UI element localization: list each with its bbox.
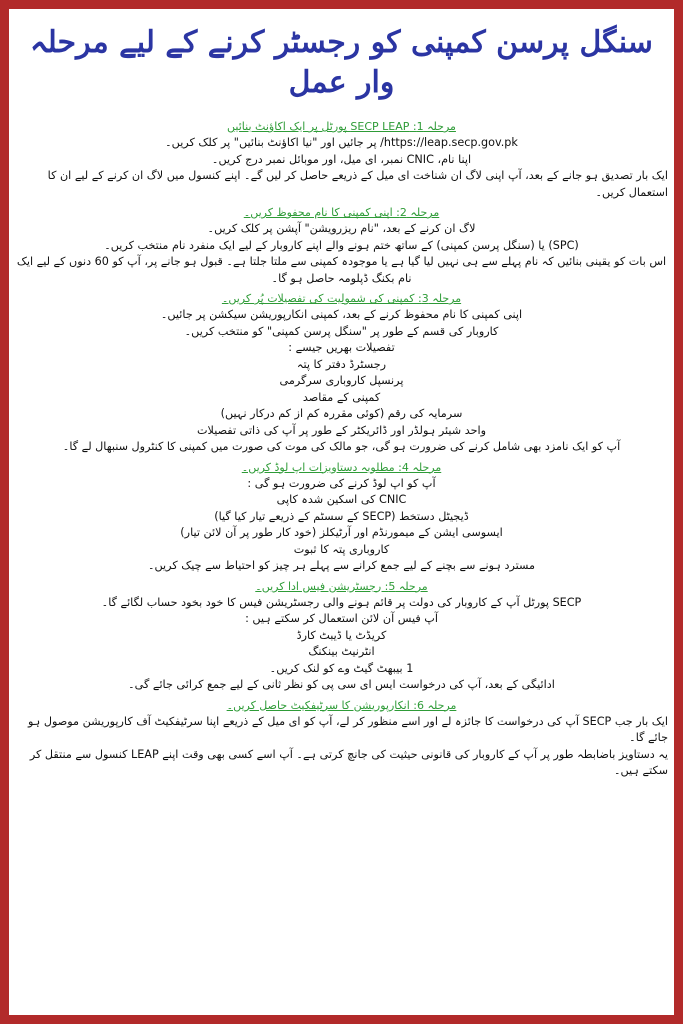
step-5-heading: مرحلہ 5: رجسٹریشن فیس ادا کریں۔ xyxy=(255,579,428,593)
step-5-section xyxy=(9,579,674,694)
step-4-line-3: ڈیجیٹل دستخط (SECP کے سسٹم کے ذریعے تیار کیا گیا) xyxy=(214,509,469,523)
step-6-line-2: یہ دستاویز باضابطہ طور پر آپ کے کاروبار کی قانونی حیثیت کی جانچ کرتی ہے۔ آپ اسے کسی بھی وقت اپنے LEAP کنسول سے منتقل کر سکتے ہیں۔ xyxy=(29,747,668,777)
step-3-line-1: اپنی کمپنی کا نام محفوظ کرنے کے بعد، کمپنی انکارپوریشن سیکشن پر جائیں۔ xyxy=(160,308,523,321)
step-6-section xyxy=(9,698,674,780)
step-3-line-8: واحد شیئر ہولڈر اور ڈائریکٹر کے طور پر آپ کی ذاتی تفصیلات xyxy=(197,423,486,437)
step-5-line-4: انٹرنیٹ بینکنگ xyxy=(308,645,375,658)
step-3-line-9: آپ کو ایک نامزد بھی شامل کرنے کی ضرورت ہو گی، جو مالک کی موت کی صورت میں کمپنی کا کنٹرول سنبھال لے گا۔ xyxy=(62,440,621,453)
step-3-line-2: کاروبار کی قسم کے طور پر "سنگل پرسن کمپنی" کو منتخب کریں۔ xyxy=(184,324,499,338)
step-4-line-2: CNIC کی اسکین شدہ کاپی xyxy=(276,493,407,506)
step-1-heading: مرحلہ 1: SECP LEAP پورٹل پر ایک اکاؤنٹ بنائیں xyxy=(227,120,456,133)
step-4-line-5: کاروباری پتہ کا ثبوت xyxy=(293,542,390,556)
page-title: سنگل پرسن کمپنی کو رجسٹر کرنے کے لیے مرحلہ وار عمل xyxy=(30,25,653,100)
step-6-line-1: ایک بار جب SECP آپ کی درخواست کا جائزہ لے اور اسے منظور کر لے، آپ کو ای میل کے ذریعے اپنا سرٹیفکیٹ آف کارپوریشن موصول ہو جائے گا۔ xyxy=(27,714,668,744)
step-1-line-2: اپنا نام، CNIC نمبر، ای میل، اور موبائل نمبر درج کریں۔ xyxy=(211,152,472,166)
step-4-line-4: ایسوسی ایشن کے میمورنڈم اور آرٹیکلز (خود کار طور پر آن لائن تیار) xyxy=(180,526,503,539)
step-3-heading: مرحلہ 3: کمپنی کی شمولیت کی تفصیلات پُر کریں۔ xyxy=(221,292,462,305)
step-1-line-1: https://leap.secp.gov.pk/ پر جائیں اور "نیا اکاؤنٹ بنائیں" پر کلک کریں۔ xyxy=(165,136,518,149)
step-4-section xyxy=(9,460,674,575)
step-4-heading: مرحلہ 4: مطلوبہ دستاویزات اپ لوڈ کریں۔ xyxy=(241,460,442,474)
step-3-line-7: سرمایہ کی رقم (کوئی مقررہ کم از کم درکار نہیں) xyxy=(220,407,463,420)
step-4-line-6: مسترد ہونے سے بچنے کے لیے جمع کرانے سے پہلے ہر چیز کو احتیاط سے چیک کریں۔ xyxy=(147,559,536,572)
step-1-section xyxy=(9,119,674,201)
step-6-heading: مرحلہ 6: انکارپوریشن کا سرٹیفکیٹ حاصل کریں۔ xyxy=(226,698,457,712)
step-5-line-6: ادائیگی کے بعد، آپ کی درخواست ایس ای سی پی کو نظر ثانی کے لیے جمع کرائی جائے گی۔ xyxy=(128,678,555,691)
step-1-line-3: ایک بار تصدیق ہو جانے کے بعد، آپ اپنی لاگ ان شناخت ای میل کے ذریعے حاصل کر لیں گے۔ اپنے کنسول میں لاگ ان کرنے کے لیے ان کا استعمال کریں۔ xyxy=(47,169,668,199)
step-2-section xyxy=(9,205,674,287)
step-2-line-3: اس بات کو یقینی بنائیں کہ نام پہلے سے ہی نہیں لیا گیا ہے یا موجودہ کمپنی سے ملتا جلتا ہے۔ قبول ہو جانے پر، آپ کو 60 دنوں کے لیے ایک نام بکنگ ڈپلومہ حاصل ہو گا۔ xyxy=(16,255,667,285)
step-4-line-1: آپ کو اپ لوڈ کرنے کی ضرورت ہو گی : xyxy=(247,476,436,490)
step-3-section xyxy=(9,291,674,456)
step-5-line-1: SECP پورٹل آپ کے کاروبار کی دولت پر قائم ہونے والی رجسٹریشن فیس کا خود بخود حساب لگائے گا۔ xyxy=(101,595,582,609)
step-5-line-2: آپ فیس آن لائن استعمال کر سکتے ہیں : xyxy=(245,612,438,625)
step-2-line-1: لاگ ان کرنے کے بعد، "نام ریزرویشن" آپشن پر کلک کریں۔ xyxy=(207,222,476,235)
step-5-line-5: 1 بیبھٹ گیٹ وے کو لنک کریں۔ xyxy=(269,661,414,675)
document-page xyxy=(9,9,674,1015)
step-3-line-6: کمپنی کے مقاصد xyxy=(302,390,381,404)
step-2-heading: مرحلہ 2: اپنی کمپنی کا نام محفوظ کریں۔ xyxy=(243,206,440,219)
step-5-line-3: کریڈٹ یا ڈیبٹ کارڈ xyxy=(296,628,387,642)
step-3-line-3: تفصیلات بھریں جیسے : xyxy=(288,341,395,354)
step-3-line-5: پرنسپل کاروباری سرگرمی xyxy=(279,374,404,387)
step-2-line-2: (SPC) یا (سنگل پرسن کمپنی) کے ساتھ ختم ہونے والے اپنے کاروبار کے لیے ایک منفرد نام منتخب کریں۔ xyxy=(104,238,579,252)
step-3-line-4: رجسٹرڈ دفتر کا پتہ xyxy=(296,357,387,371)
